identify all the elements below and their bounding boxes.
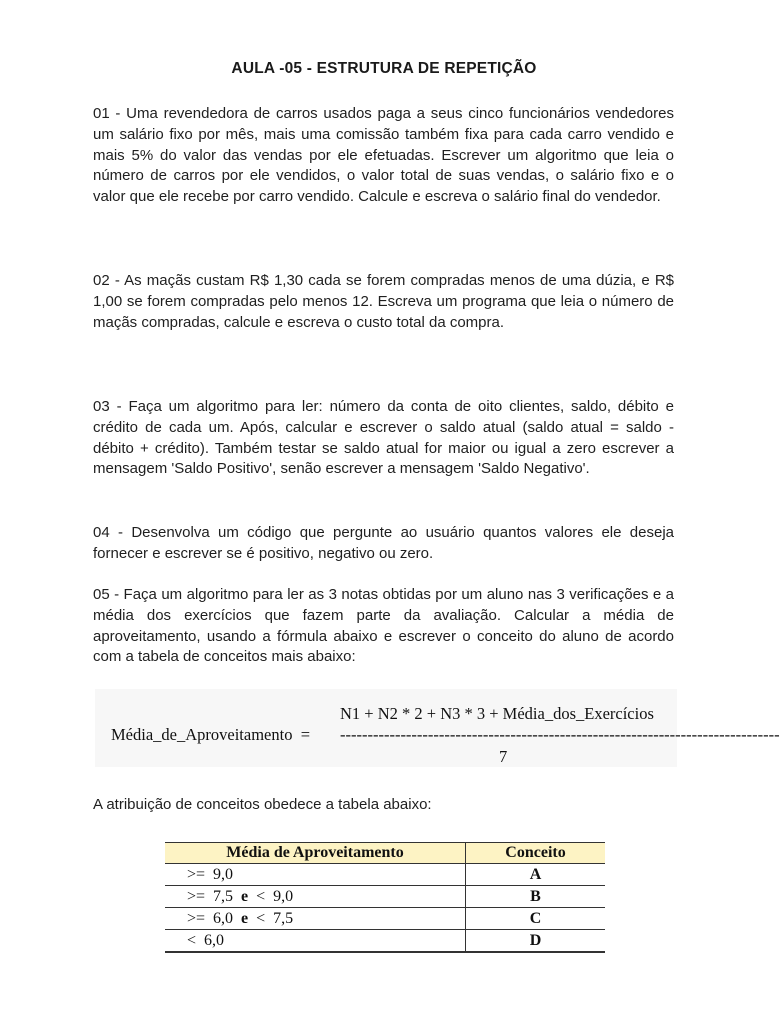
header-media: Média de Aproveitamento <box>165 843 466 864</box>
formula-fraction-bar: -------------------------------------------------------------------------------- <box>340 725 780 744</box>
formula-numerator: N1 + N2 * 2 + N3 * 3 + Média_dos_Exercícios <box>340 704 654 723</box>
header-conceito: Conceito <box>466 843 606 864</box>
range-cell: >= 9,0 <box>165 864 466 886</box>
page-title: AULA -05 - ESTRUTURA DE REPETIÇÃO <box>231 60 537 77</box>
formula-label: Média_de_Aproveitamento = <box>111 725 310 744</box>
question-04: 04 - Desenvolva um código que pergunte ao usuário quantos valores ele deseja fornecer e escrever se é positivo, negativo ou zero. <box>93 524 674 562</box>
table-row <box>165 886 605 908</box>
grade-cell: A <box>466 864 606 886</box>
question-03: 03 - Faça um algoritmo para ler: número da conta de oito clientes, saldo, débito e crédito de cada um. Após, calcular e escrever o saldo atual (saldo atual = saldo - débito + crédito). Também testar se saldo atual for maior ou igual a zero escrever a mensagem 'Saldo Positivo', senão escrever a mensagem 'Saldo Negativo'. <box>93 398 674 478</box>
question-02: 02 - As maçãs custam R$ 1,30 cada se forem compradas menos de uma dúzia, e R$ 1,00 se forem compradas pelo menos 12. Escreva um programa que leia o número de maçãs compradas, calcule e escreva o custo total da compra. <box>93 272 674 331</box>
table-header-row <box>165 843 605 864</box>
question-01: 01 - Uma revendedora de carros usados paga a seus cinco funcionários vendedores um salário fixo por mês, mais uma comissão também fixa para cada carro vendido e mais 5% do valor das vendas por ele efetuadas. Escrever um algoritmo que leia o número de carros por ele vendidos, o valor total de suas vendas, o salário fixo e o valor que ele recebe por carro vendido. Calcule e escreva o salário final do vendedor. <box>93 105 674 206</box>
grade-cell: D <box>466 930 606 953</box>
grade-cell: B <box>466 886 606 908</box>
formula-box <box>95 689 780 767</box>
range-cell: >= 6,0 e < 7,5 <box>165 908 466 930</box>
table-row <box>165 908 605 930</box>
table-row <box>165 930 605 953</box>
formula-denominator: 7 <box>499 747 508 766</box>
table-row <box>165 864 605 886</box>
table-intro: A atribuição de conceitos obedece a tabela abaixo: <box>93 796 432 813</box>
range-cell: >= 7,5 e < 9,0 <box>165 886 466 908</box>
grade-cell: C <box>466 908 606 930</box>
and-connector: e <box>241 909 249 927</box>
concepts-table <box>165 842 605 953</box>
and-connector: e <box>241 887 249 905</box>
range-cell: < 6,0 <box>165 930 466 953</box>
question-05: 05 - Faça um algoritmo para ler as 3 notas obtidas por um aluno nas 3 verificações e a média dos exercícios que fazem parte da avaliação. Calcular a média de aproveitamento, usando a fórmula abaixo e escrever o conceito do aluno de acordo com a tabela de conceitos mais abaixo: <box>93 586 674 666</box>
